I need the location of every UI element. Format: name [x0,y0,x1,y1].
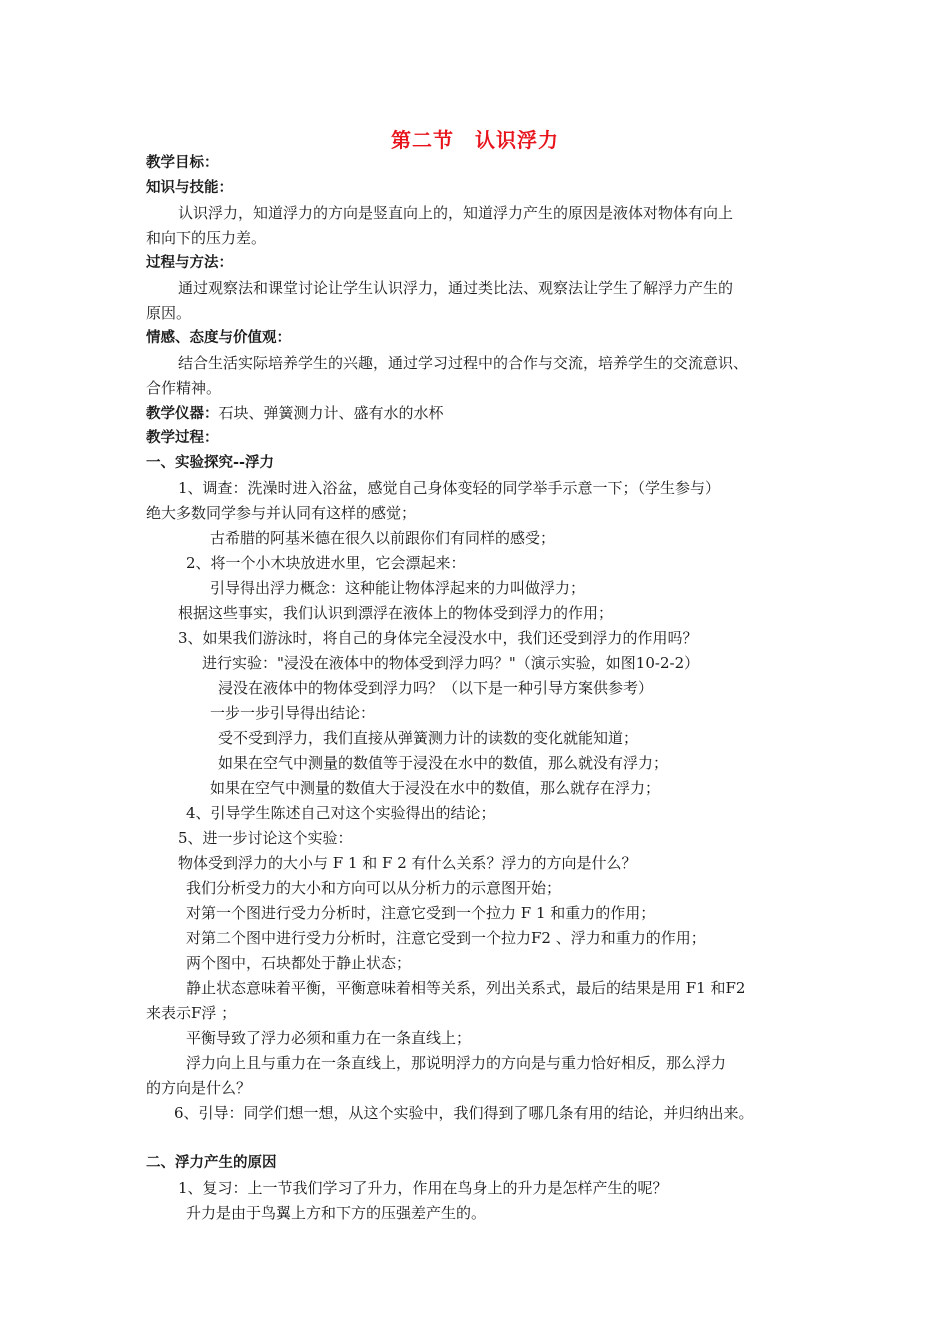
paragraph-line: 和向下的压力差。 [146,229,267,247]
heading-knowledge-skills: 知识与技能： [146,180,233,196]
paragraph-line: 2、将一个小木块放进水里，它会漂起来： [186,554,466,572]
paragraph-line: 平衡导致了浮力必须和重力在一条直线上； [186,1029,472,1047]
heading-process-methods: 过程与方法： [146,255,233,271]
paragraph-line: 来表示F浮 ； [146,1004,237,1022]
paragraph-line: 4、引导学生陈述自己对这个实验得出的结论； [186,804,496,822]
teaching-instruments [146,403,444,424]
paragraph-line: 物体受到浮力的大小与 F 1 和 F 2 有什么关系？浮力的方向是什么？ [178,854,637,872]
paragraph-line: 原因。 [146,304,192,322]
paragraph-line: 合作精神。 [146,379,222,397]
heading-teaching-goals: 教学目标： [146,155,219,171]
paragraph-line: 古希腊的阿基米德在很久以前跟你们有同样的感受； [210,529,556,547]
paragraph-line: 结合生活实际培养学生的兴趣，通过学习过程中的合作与交流，培养学生的交流意识、 [178,354,749,372]
paragraph-line: 1、调查：洗澡时进入浴盆，感觉自己身体变轻的同学举手示意一下；（学生参与） [178,479,721,497]
paragraph-line: 浮力向上且与重力在一条直线上，那说明浮力的方向是与重力恰好相反，那么浮力 [186,1054,727,1072]
paragraph-line: 绝大多数同学参与并认同有这样的感觉； [146,504,417,522]
paragraph-line: 的方向是什么？ [146,1079,252,1097]
heading-teaching-process: 教学过程： [146,430,219,446]
paragraph-line: 静止状态意味着平衡，平衡意味着相等关系，列出关系式，最后的结果是用 F1 和F2 [186,979,746,997]
paragraph-line: 对第一个图进行受力分析时，注意它受到一个拉力 F 1 和重力的作用； [186,904,656,922]
paragraph-line: 两个图中，石块都处于静止状态； [186,954,412,972]
paragraph-line: 引导得出浮力概念：这种能让物体浮起来的力叫做浮力； [210,579,586,597]
heading-emotion-values: 情感、态度与价值观： [146,330,291,346]
paragraph-line: 进行实验："浸没在液体中的物体受到浮力吗？"（演示实验，如图10-2-2） [202,654,700,672]
paragraph-line: 我们分析受力的大小和方向可以从分析力的示意图开始； [186,879,562,897]
paragraph-line: 通过观察法和课堂讨论让学生认识浮力，通过类比法、观察法让学生了解浮力产生的 [178,279,734,297]
paragraph-line: 6、引导：同学们想一想，从这个实验中，我们得到了哪几条有用的结论，并归纳出来。 [174,1104,754,1122]
paragraph-line: 5、进一步讨论这个实验： [178,829,353,847]
paragraph-line: 浸没在液体中的物体受到浮力吗？（以下是一种引导方案供参考） [218,679,654,697]
paragraph-line: 3、如果我们游泳时，将自己的身体完全浸没水中，我们还受到浮力的作用吗？ [178,629,698,647]
paragraph-line: 升力是由于鸟翼上方和下方的压强差产生的。 [186,1204,487,1222]
paragraph-line: 认识浮力，知道浮力的方向是竖直向上的，知道浮力产生的原因是液体对物体有向上 [178,204,734,222]
section-heading-2: 二、浮力产生的原因 [146,1155,277,1171]
instruments-list: 石块、弹簧测力计、盛有水的水杯 [218,404,444,422]
paragraph-line: 如果在空气中测量的数值大于浸没在水中的数值，那么就存在浮力； [210,779,661,797]
paragraph-line: 根据这些事实，我们认识到漂浮在液体上的物体受到浮力的作用； [178,604,614,622]
paragraph-line: 一步一步引导得出结论： [210,704,376,722]
paragraph-line: 对第二个图中进行受力分析时，注意它受到一个拉力F2 、浮力和重力的作用； [186,929,706,947]
section-heading-1: 一、实验探究--浮力 [146,455,275,471]
page-title: 第二节 认识浮力 [391,128,559,152]
paragraph-line: 1、复习：上一节我们学习了升力，作用在鸟身上的升力是怎样产生的呢？ [178,1179,668,1197]
paragraph-line: 如果在空气中测量的数值等于浸没在水中的数值，那么就没有浮力； [218,754,669,772]
paragraph-line: 受不受到浮力，我们直接从弹簧测力计的读数的变化就能知道； [218,729,639,747]
heading-teaching-instruments: 教学仪器： [146,406,219,422]
